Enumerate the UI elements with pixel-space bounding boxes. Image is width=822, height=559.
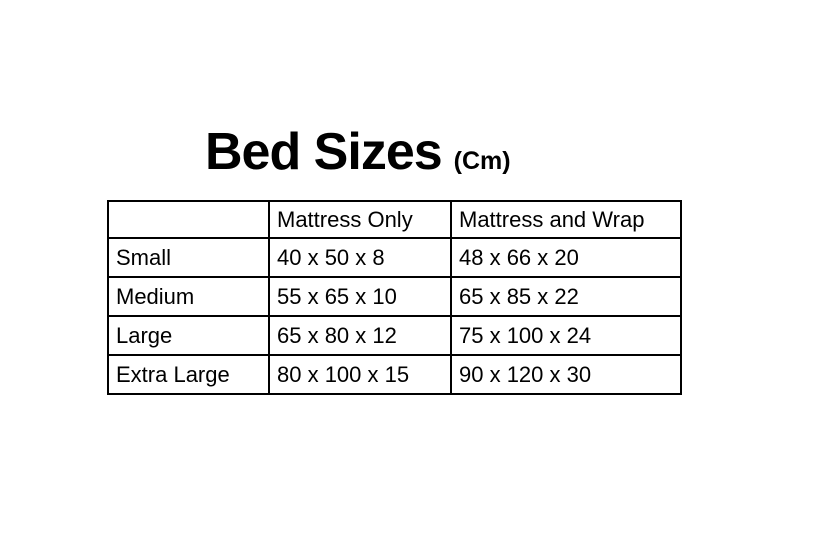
table-row-large [108, 316, 681, 355]
page-title [205, 123, 511, 181]
table-row-medium [108, 277, 681, 316]
row-label: Small [108, 238, 269, 277]
table-row-small [108, 238, 681, 277]
mattress-and-wrap-value: 75 x 100 x 24 [451, 316, 681, 355]
mattress-only-value: 40 x 50 x 8 [269, 238, 451, 277]
row-label: Medium [108, 277, 269, 316]
header-cell-empty [108, 201, 269, 238]
mattress-only-value: 65 x 80 x 12 [269, 316, 451, 355]
mattress-and-wrap-value: 90 x 120 x 30 [451, 355, 681, 394]
mattress-only-value: 55 x 65 x 10 [269, 277, 451, 316]
bed-sizes-table [107, 200, 682, 395]
page-title-text: Bed Sizes [205, 123, 442, 181]
header-cell-mattress-and-wrap: Mattress and Wrap [451, 201, 681, 238]
mattress-only-value: 80 x 100 x 15 [269, 355, 451, 394]
page-title-unit: (Cm) [453, 147, 511, 175]
mattress-and-wrap-value: 48 x 66 x 20 [451, 238, 681, 277]
header-cell-mattress-only: Mattress Only [269, 201, 451, 238]
table-header-row [108, 201, 681, 238]
table-row-extra-large [108, 355, 681, 394]
row-label: Large [108, 316, 269, 355]
mattress-and-wrap-value: 65 x 85 x 22 [451, 277, 681, 316]
row-label: Extra Large [108, 355, 269, 394]
